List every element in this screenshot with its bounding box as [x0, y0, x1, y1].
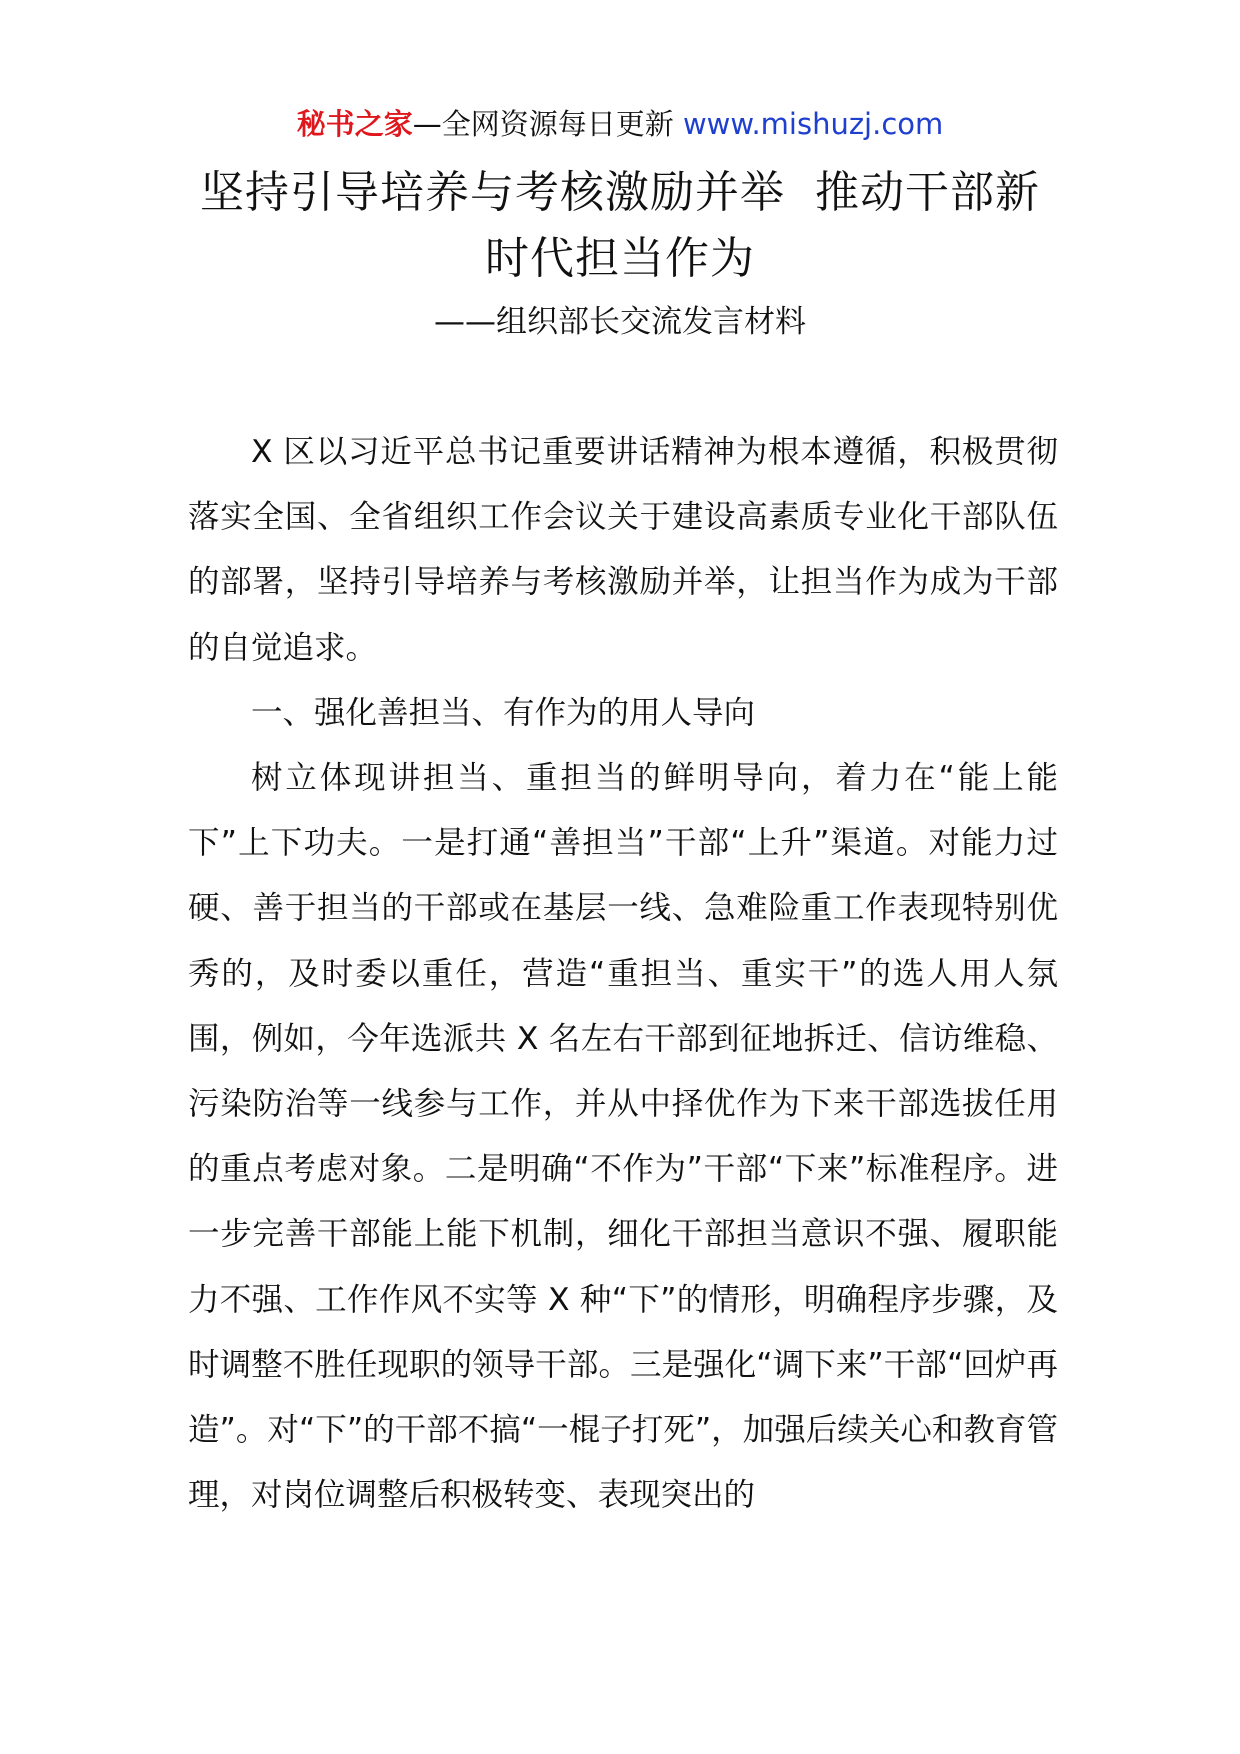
site-url-link[interactable]: www.mishuzj.com: [682, 107, 944, 141]
header-tagline: —全网资源每日更新: [412, 107, 674, 141]
document-body: [188, 420, 1058, 1528]
title-line-1: 坚持引导培养与考核激励并举 推动干部新: [200, 167, 1040, 218]
body-paragraph: 树立体现讲担当、重担当的鲜明导向，着力在“能上能下”上下功夫。一是打通“善担当”干部“上升”渠道。对能力过硬、善于担当的干部或在基层一线、急难险重工作表现特别优秀的，及时委以重任，营造“重担当、重实干”的选人用人氛围，例如，今年选派共 X 名左右干部到征地拆迁、信访维稳、污染防治等一线参与工作，并从中择优作为下来干部选拔任用的重点考虑对象。二是明确“不作为”干部“下来”标准程序。进一步完善干部能上能下机制，细化干部担当意识不强、履职能力不强、工作作风不实等 X 种“下”的情形，明确程序步骤，及时调整不胜任现职的领导干部。三是强化“调下来”干部“回炉再造”。对“下”的干部不搞“一棍子打死”，加强后续关心和教育管理，对岗位调整后积极转变、表现突出的: [188, 760, 1058, 1514]
brand-name: 秘书之家: [296, 107, 413, 141]
section-heading: 一、强化善担当、有作为的用人导向: [251, 694, 756, 731]
document-subtitle: ——组织部长交流发言材料: [434, 304, 806, 340]
site-header: [0, 104, 1240, 144]
title-line-2: 时代担当作为: [485, 233, 755, 284]
intro-paragraph: X 区以习近平总书记重要讲话精神为根本遵循，积极贯彻落实全国、全省组织工作会议关于建设高素质专业化干部队伍的部署，坚持引导培养与考核激励并举，让担当作为成为干部的自觉追求。: [188, 434, 1058, 666]
document-title: [150, 160, 1090, 292]
